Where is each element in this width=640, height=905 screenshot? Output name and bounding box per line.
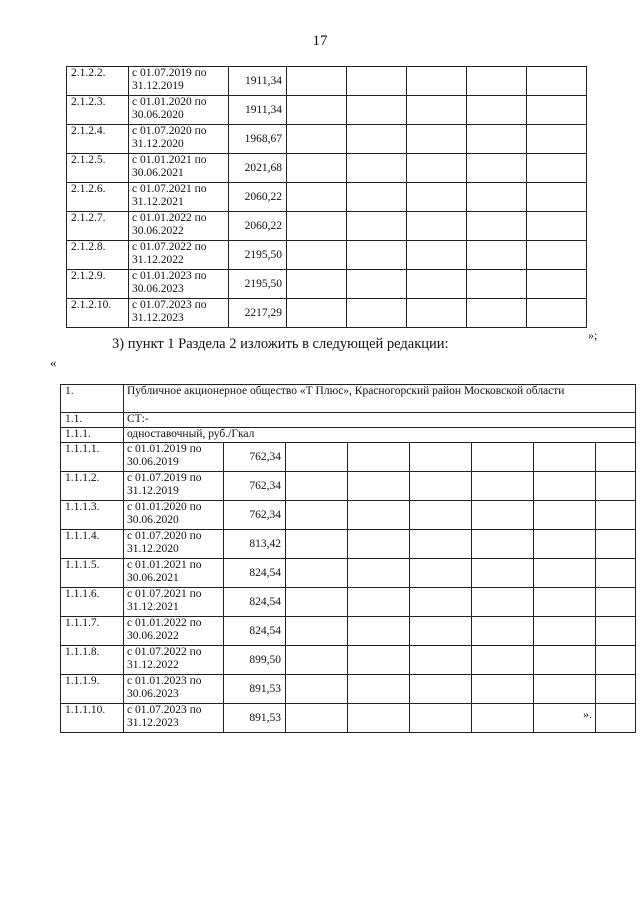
table1-end-mark: »; — [588, 328, 598, 342]
row-value: 2195,50 — [229, 270, 287, 299]
empty-cell — [472, 646, 534, 675]
empty-cell — [287, 299, 347, 328]
row-code: 2.1.2.10. — [67, 299, 129, 328]
table-row — [61, 704, 636, 733]
empty-cell — [527, 183, 587, 212]
empty-cell — [286, 472, 348, 501]
empty-cell — [534, 559, 596, 588]
row-period: с 01.01.2022 по 30.06.2022 — [124, 617, 224, 646]
row-period: с 01.07.2020 по 31.12.2020 — [129, 125, 229, 154]
empty-cell — [287, 67, 347, 96]
empty-cell — [348, 646, 410, 675]
empty-cell — [534, 472, 596, 501]
row-period: с 01.01.2019 по 30.06.2019 — [124, 443, 224, 472]
row-value: 762,34 — [224, 472, 286, 501]
empty-cell — [410, 443, 472, 472]
empty-cell — [286, 675, 348, 704]
row-period: с 01.07.2021 по 31.12.2021 — [129, 183, 229, 212]
empty-cell — [527, 96, 587, 125]
row-code: 1.1.1.7. — [61, 617, 124, 646]
empty-cell — [410, 646, 472, 675]
row-value: 891,53 — [224, 704, 286, 733]
table-row — [61, 530, 636, 559]
empty-cell — [472, 559, 534, 588]
empty-cell — [410, 530, 472, 559]
empty-cell — [287, 270, 347, 299]
empty-cell — [286, 704, 348, 733]
empty-cell — [467, 270, 527, 299]
empty-cell — [467, 125, 527, 154]
quote-open-mark: « — [50, 355, 57, 370]
header-code: 1. — [61, 385, 124, 413]
empty-cell — [287, 125, 347, 154]
row-period: с 01.07.2023 по 31.12.2023 — [129, 299, 229, 328]
row-code: 2.1.2.7. — [67, 212, 129, 241]
st-label: СТ:- — [124, 413, 636, 428]
row-code: 2.1.2.5. — [67, 154, 129, 183]
empty-cell — [534, 617, 596, 646]
table-row — [67, 96, 587, 125]
table-row — [61, 675, 636, 704]
row-value: 1968,67 — [229, 125, 287, 154]
empty-cell — [534, 675, 596, 704]
empty-cell — [347, 96, 407, 125]
empty-cell — [286, 559, 348, 588]
empty-cell — [286, 501, 348, 530]
table-row — [67, 299, 587, 328]
row-value: 2217,29 — [229, 299, 287, 328]
empty-cell — [467, 183, 527, 212]
tariff-table-section-2-1 — [60, 384, 636, 733]
row-period: с 01.07.2022 по 31.12.2022 — [124, 646, 224, 675]
table-row — [61, 443, 636, 472]
empty-cell — [467, 67, 527, 96]
row-value: 891,53 — [224, 675, 286, 704]
empty-cell — [596, 501, 636, 530]
table2-tariff-row — [61, 428, 636, 443]
empty-cell — [348, 588, 410, 617]
empty-cell — [472, 675, 534, 704]
row-period: с 01.07.2021 по 31.12.2021 — [124, 588, 224, 617]
empty-cell — [348, 501, 410, 530]
row-code: 1.1.1.9. — [61, 675, 124, 704]
empty-cell — [527, 67, 587, 96]
table2-st-row — [61, 413, 636, 428]
row-value: 2060,22 — [229, 212, 287, 241]
empty-cell — [467, 299, 527, 328]
row-code: 2.1.2.9. — [67, 270, 129, 299]
empty-cell — [472, 588, 534, 617]
row-value: 824,54 — [224, 588, 286, 617]
empty-cell — [347, 67, 407, 96]
empty-cell — [347, 299, 407, 328]
empty-cell — [407, 212, 467, 241]
empty-cell — [410, 617, 472, 646]
row-period: с 01.01.2020 по 30.06.2020 — [124, 501, 224, 530]
table-row — [61, 501, 636, 530]
row-code: 2.1.2.8. — [67, 241, 129, 270]
empty-cell — [534, 501, 596, 530]
empty-cell — [287, 241, 347, 270]
empty-cell — [410, 472, 472, 501]
empty-cell — [286, 443, 348, 472]
row-code: 1.1.1.2. — [61, 472, 124, 501]
empty-cell — [534, 646, 596, 675]
empty-cell — [596, 530, 636, 559]
row-code: 2.1.2.4. — [67, 125, 129, 154]
empty-cell — [467, 241, 527, 270]
row-code: 2.1.2.6. — [67, 183, 129, 212]
row-code: 1.1.1.4. — [61, 530, 124, 559]
empty-cell — [472, 617, 534, 646]
row-value: 899,50 — [224, 646, 286, 675]
row-value: 1911,34 — [229, 67, 287, 96]
row-code: 1.1.1.5. — [61, 559, 124, 588]
table-row — [61, 617, 636, 646]
empty-cell — [472, 530, 534, 559]
row-code: 1.1.1.6. — [61, 588, 124, 617]
empty-cell — [527, 270, 587, 299]
empty-cell — [596, 675, 636, 704]
table-row — [61, 646, 636, 675]
table-row — [67, 183, 587, 212]
row-value: 1911,34 — [229, 96, 287, 125]
row-period: с 01.07.2019 по 31.12.2019 — [124, 472, 224, 501]
table-row — [61, 559, 636, 588]
empty-cell — [596, 443, 636, 472]
row-period: с 01.01.2021 по 30.06.2021 — [124, 559, 224, 588]
empty-cell — [596, 472, 636, 501]
empty-cell — [286, 617, 348, 646]
st-code: 1.1. — [61, 413, 124, 428]
row-period: с 01.07.2020 по 31.12.2020 — [124, 530, 224, 559]
empty-cell — [527, 212, 587, 241]
row-code: 1.1.1.8. — [61, 646, 124, 675]
row-period: с 01.01.2020 по 30.06.2020 — [129, 96, 229, 125]
tariff-type: одноставочный, руб./Гкал — [124, 428, 636, 443]
empty-cell — [286, 588, 348, 617]
tariff-table-section-2-1-2 — [66, 66, 587, 328]
row-value: 762,34 — [224, 443, 286, 472]
empty-cell — [347, 241, 407, 270]
empty-cell — [410, 501, 472, 530]
table-row — [67, 270, 587, 299]
empty-cell — [467, 154, 527, 183]
empty-cell — [527, 125, 587, 154]
table-row — [67, 241, 587, 270]
empty-cell — [596, 704, 636, 733]
row-code: 2.1.2.2. — [67, 67, 129, 96]
row-code: 1.1.1.3. — [61, 501, 124, 530]
empty-cell — [534, 588, 596, 617]
empty-cell — [410, 704, 472, 733]
empty-cell — [410, 588, 472, 617]
instruction-text: 3) пункт 1 Раздела 2 изложить в следующей редакции: — [112, 336, 449, 352]
page-number: 17 — [312, 33, 328, 49]
empty-cell — [596, 588, 636, 617]
table2-header-row — [61, 385, 636, 413]
row-value: 824,54 — [224, 559, 286, 588]
row-period: с 01.07.2022 по 31.12.2022 — [129, 241, 229, 270]
tariff-code: 1.1.1. — [61, 428, 124, 443]
empty-cell — [410, 675, 472, 704]
empty-cell — [407, 299, 467, 328]
empty-cell — [410, 559, 472, 588]
empty-cell — [348, 559, 410, 588]
empty-cell — [596, 559, 636, 588]
table-row — [67, 67, 587, 96]
empty-cell — [286, 646, 348, 675]
table-row — [61, 588, 636, 617]
row-period: с 01.07.2019 по 31.12.2019 — [129, 67, 229, 96]
empty-cell — [348, 704, 410, 733]
table-row — [67, 125, 587, 154]
empty-cell — [467, 212, 527, 241]
empty-cell — [534, 530, 596, 559]
row-value: 2195,50 — [229, 241, 287, 270]
row-period: с 01.01.2022 по 30.06.2022 — [129, 212, 229, 241]
empty-cell — [407, 241, 467, 270]
row-value: 2021,68 — [229, 154, 287, 183]
empty-cell — [348, 617, 410, 646]
row-code: 1.1.1.1. — [61, 443, 124, 472]
row-period: с 01.07.2023 по 31.12.2023 — [124, 704, 224, 733]
empty-cell — [348, 443, 410, 472]
empty-cell — [347, 270, 407, 299]
empty-cell — [347, 154, 407, 183]
row-period: с 01.01.2023 по 30.06.2023 — [124, 675, 224, 704]
empty-cell — [534, 443, 596, 472]
empty-cell — [407, 125, 467, 154]
table-row — [61, 472, 636, 501]
empty-cell — [472, 472, 534, 501]
empty-cell — [407, 270, 467, 299]
row-value: 762,34 — [224, 501, 286, 530]
empty-cell — [347, 125, 407, 154]
empty-cell — [287, 96, 347, 125]
row-period: с 01.01.2023 по 30.06.2023 — [129, 270, 229, 299]
row-value: 824,54 — [224, 617, 286, 646]
empty-cell — [407, 183, 467, 212]
row-code: 2.1.2.3. — [67, 96, 129, 125]
empty-cell — [472, 443, 534, 472]
empty-cell — [407, 96, 467, 125]
empty-cell — [407, 67, 467, 96]
empty-cell — [347, 212, 407, 241]
empty-cell — [596, 646, 636, 675]
table-row — [67, 154, 587, 183]
empty-cell — [287, 212, 347, 241]
empty-cell — [472, 501, 534, 530]
empty-cell — [467, 96, 527, 125]
empty-cell — [287, 183, 347, 212]
empty-cell — [348, 530, 410, 559]
empty-cell — [596, 617, 636, 646]
header-org-name: Публичное акционерное общество «Т Плюс», Красногорский район Московской области — [124, 385, 636, 413]
empty-cell — [472, 704, 534, 733]
empty-cell — [527, 299, 587, 328]
empty-cell — [286, 530, 348, 559]
empty-cell — [347, 183, 407, 212]
row-value: 2060,22 — [229, 183, 287, 212]
empty-cell — [527, 241, 587, 270]
table-row — [67, 212, 587, 241]
row-code: 1.1.1.10. — [61, 704, 124, 733]
empty-cell — [348, 675, 410, 704]
empty-cell — [407, 154, 467, 183]
empty-cell — [348, 472, 410, 501]
empty-cell — [527, 154, 587, 183]
table2-end-mark: ». — [583, 707, 592, 721]
row-value: 813,42 — [224, 530, 286, 559]
empty-cell — [287, 154, 347, 183]
row-period: с 01.01.2021 по 30.06.2021 — [129, 154, 229, 183]
